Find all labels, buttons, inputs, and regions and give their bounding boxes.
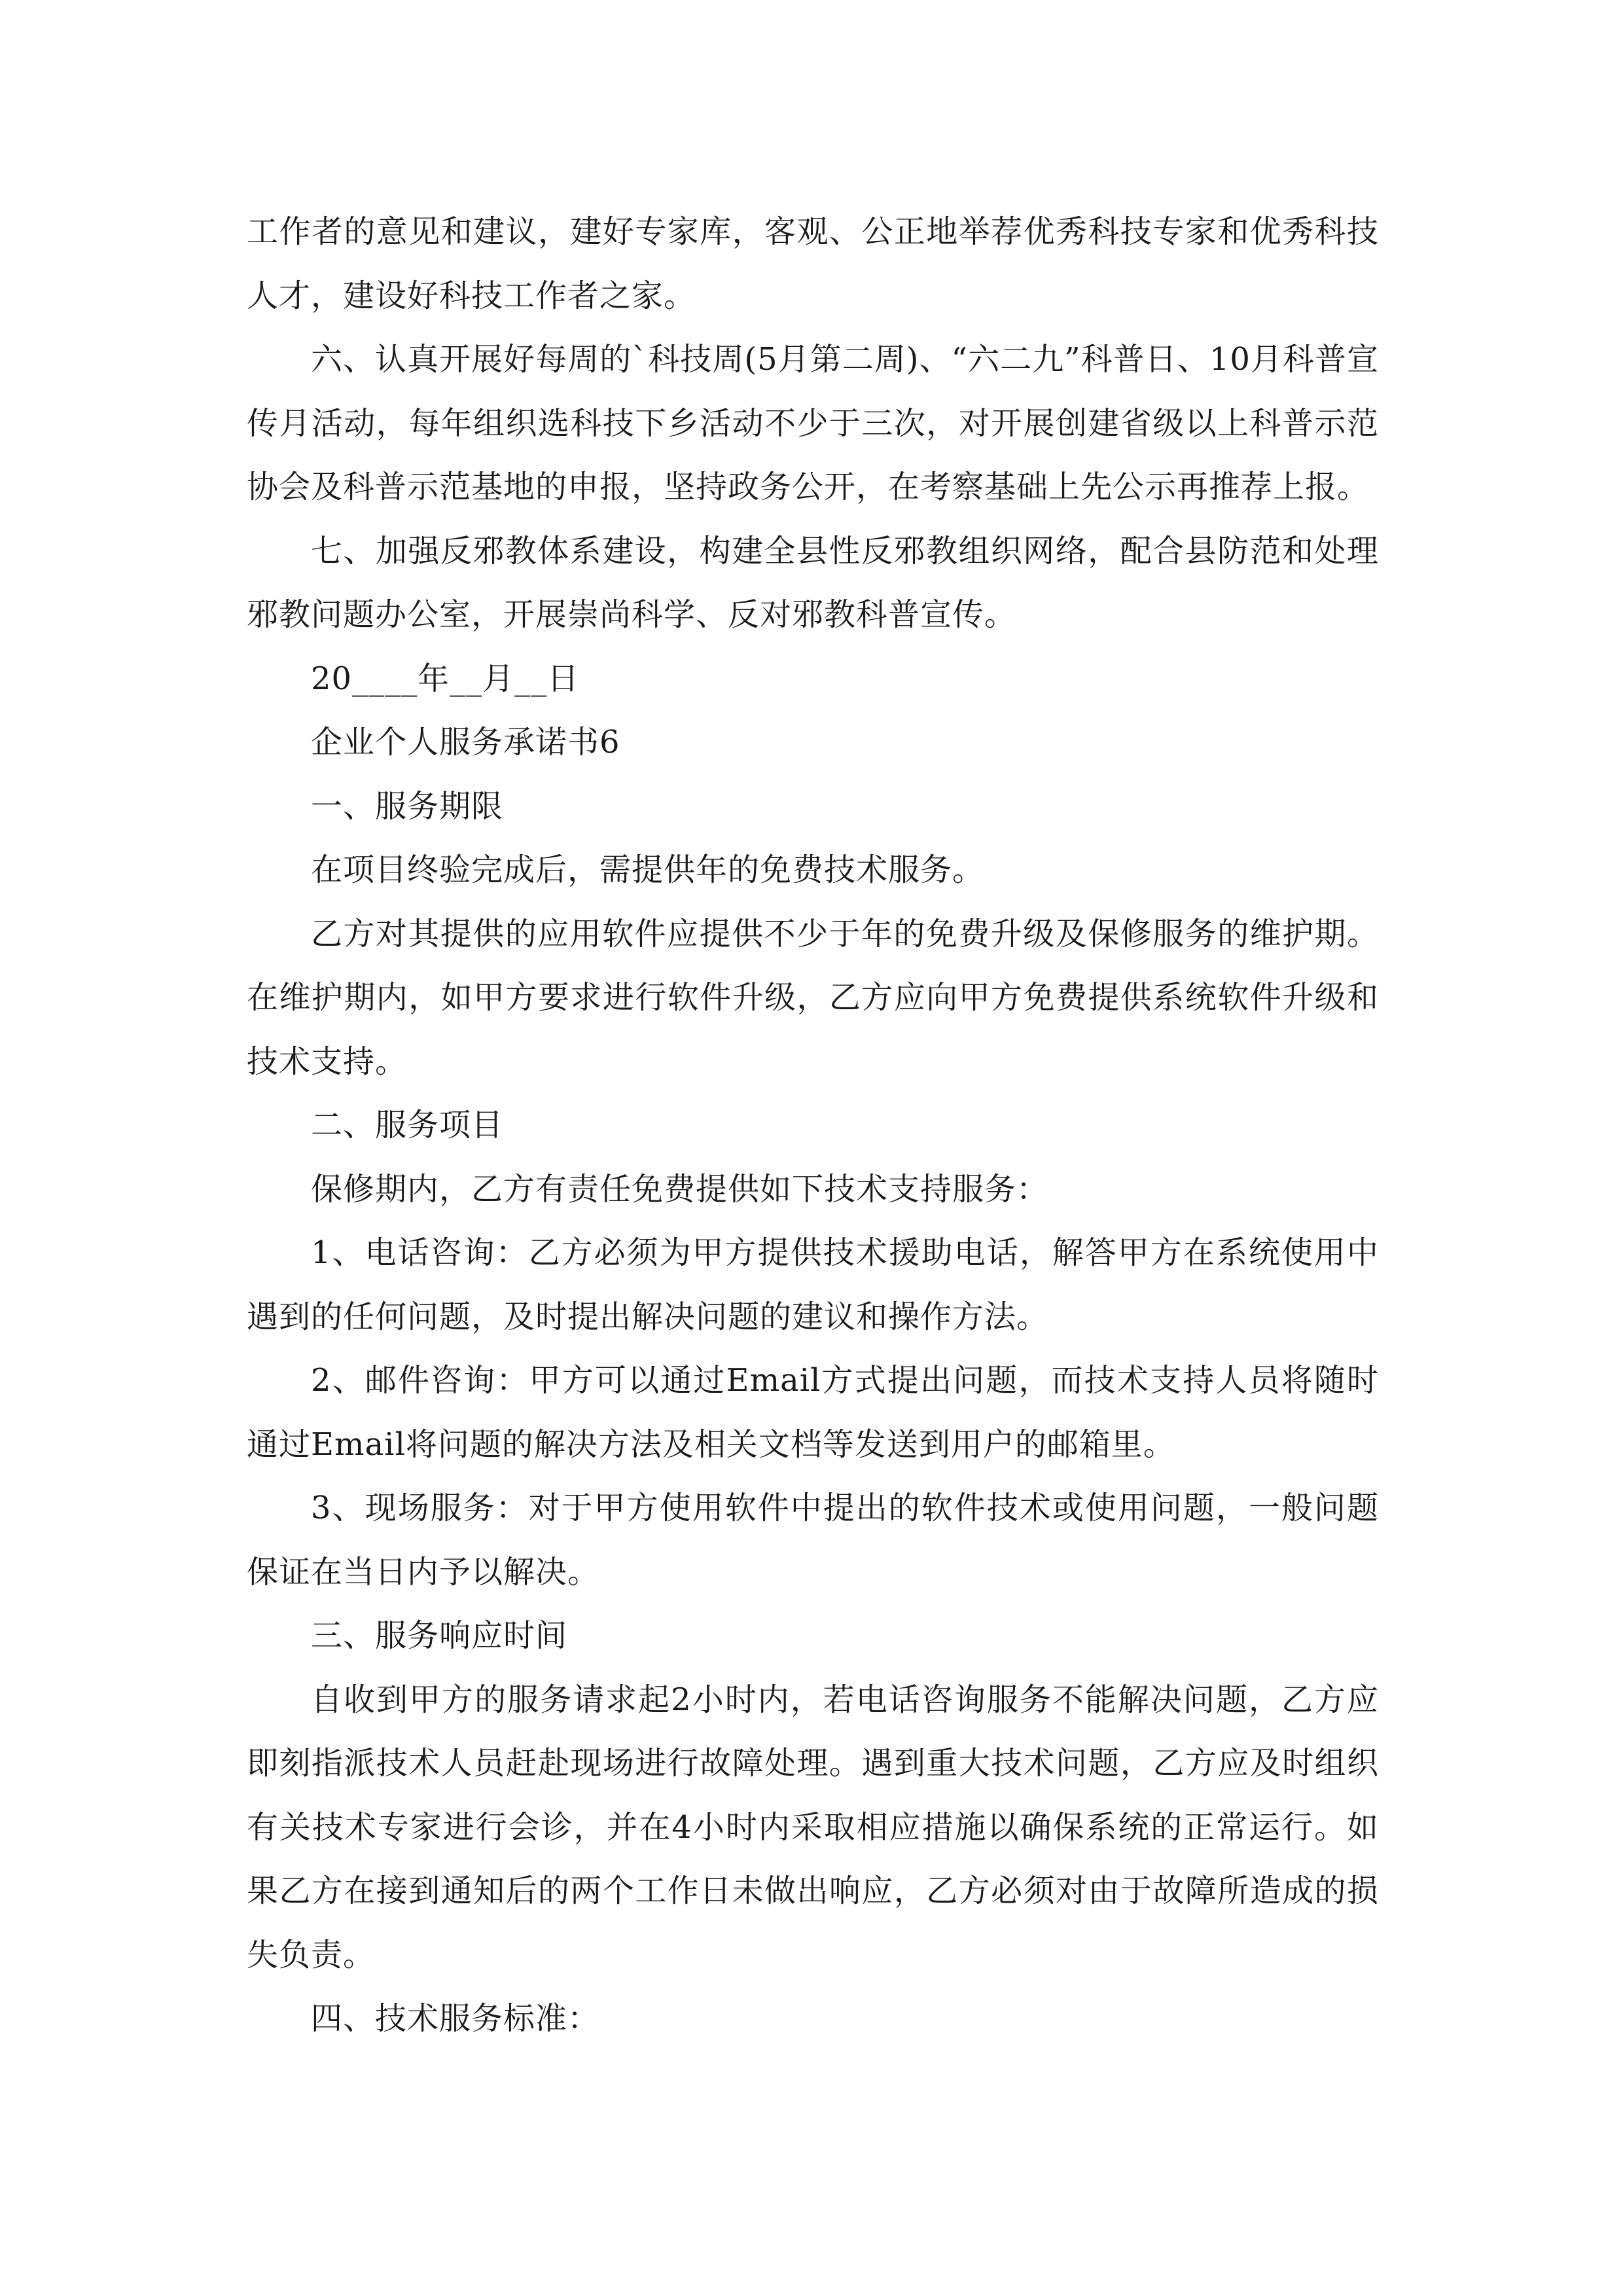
- paragraph-item-six: 六、认真开展好每周的`科技周(5月第二周)、“六二九”科普日、10月科普宣传月活动，每年组织选科技下乡活动不少于三次，对开展创建省级以上科普示范协会及科普示范基地的申报，坚持政务公开，在考察基础上先公示再推荐上报。: [247, 341, 1379, 505]
- paragraph-onsite-service: 3、现场服务：对于甲方使用软件中提出的软件技术或使用问题，一般问题保证在当日内予以解决。: [247, 1490, 1379, 1590]
- paragraph-phone-consult: 1、电话咨询：乙方必须为甲方提供技术援助电话，解答甲方在系统使用中遇到的任何问题，及时提出解决问题的建议和操作方法。: [247, 1234, 1379, 1335]
- paragraph-item-seven: 七、加强反邪教体系建设，构建全县性反邪教组织网络，配合县防范和处理邪教问题办公室，开展崇尚科学、反对邪教科普宣传。: [247, 532, 1379, 633]
- document-body: [247, 200, 1379, 2051]
- paragraph-response-detail: 自收到甲方的服务请求起2小时内，若电话咨询服务不能解决问题，乙方应即刻指派技术人员赶赴现场进行故障处理。遇到重大技术问题，乙方应及时组织有关技术专家进行会诊，并在4小时内采取相应措施以确保系统的正常运行。如果乙方在接到通知后的两个工作日未做出响应，乙方必须对由于故障所造成的损失负责。: [247, 1681, 1379, 1973]
- paragraph-continuation: 工作者的意见和建议，建好专家库，客观、公正地举荐优秀科技专家和优秀科技人才，建设好科技工作者之家。: [247, 213, 1379, 314]
- date-line: 20____年__月__日: [311, 660, 580, 697]
- paragraph-warranty: 保修期内，乙方有责任免费提供如下技术支持服务：: [311, 1170, 1049, 1208]
- paragraph-free-service: 在项目终验完成后，需提供年的免费技术服务。: [311, 852, 985, 888]
- heading-service-items: 二、服务项目: [311, 1107, 504, 1143]
- paragraph-email-consult: 2、邮件咨询：甲方可以通过Email方式提出问题，而技术支持人员将随时通过Email将问题的解决方法及相关文档等发送到用户的邮箱里。: [247, 1362, 1379, 1463]
- heading-service-period: 一、服务期限: [311, 787, 504, 825]
- heading-service-standard: 四、技术服务标准：: [311, 2000, 600, 2037]
- heading-response-time: 三、服务响应时间: [311, 1617, 568, 1654]
- section-title: 企业个人服务承诺书6: [311, 724, 620, 761]
- paragraph-maintenance: 乙方对其提供的应用软件应提供不少于年的免费升级及保修服务的维护期。在维护期内，如甲方要求进行软件升级，乙方应向甲方免费提供系统软件升级和技术支持。: [247, 915, 1379, 1080]
